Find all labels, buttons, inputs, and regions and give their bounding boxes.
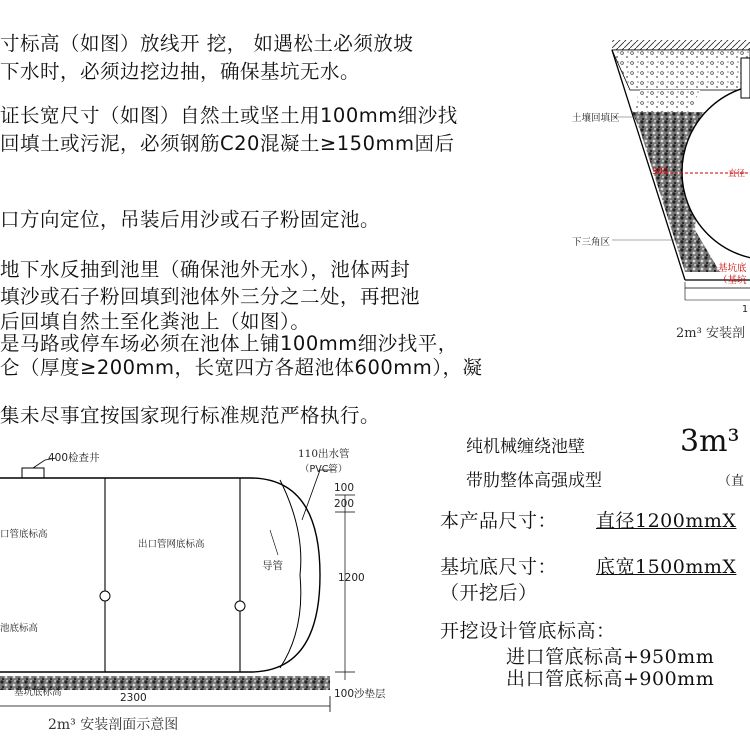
label-pool-bottom: 池底标高 xyxy=(0,623,39,634)
spec-wall: 纯机械缠绕池壁 xyxy=(466,437,585,457)
label-manhole: 400检查井 xyxy=(48,452,100,464)
spec-inlet: 进口管底标高+950mm xyxy=(506,646,715,668)
label-outlet-pipe: 110出水管 xyxy=(298,448,350,460)
instruction-line: 后回填自然土至化粪池上（如图）。 xyxy=(0,310,311,333)
label-outlet-pipe-material: （PVC管） xyxy=(300,464,348,475)
instruction-line: 证长宽尺寸（如图）自然土或坚土用100mm细沙找 xyxy=(0,104,458,127)
label-outlet-bottom: 出口管网底标高 xyxy=(138,539,205,550)
tank-body xyxy=(0,478,320,672)
ground-surface xyxy=(612,40,750,50)
instruction-line: 寸标高（如图）放线开 挖， 如遇松土必须放坡 xyxy=(0,32,414,55)
backfill-soil-zone xyxy=(612,50,750,90)
label-pit-bottom: 基坑底标高 xyxy=(14,687,62,698)
instruction-line: 地下水反抽到池里（确保池外无水），池体两封 xyxy=(0,258,411,281)
side-section-caption: 2m³ 安装剖面示意图 xyxy=(48,717,179,733)
label-diameter: 直径 xyxy=(728,169,746,179)
label-pit-bottom-2: （基坑 xyxy=(718,275,747,286)
spec-ribbed: 带肋整体高强成型 xyxy=(466,471,602,491)
spec-pit-label: 基坑底尺寸： xyxy=(440,556,558,578)
label-triangle: 下三角区 xyxy=(572,237,611,248)
label-inlet-bottom: 口管底标高 xyxy=(0,529,48,540)
spec-size-label: 本产品尺寸： xyxy=(440,510,558,532)
spec-model-paren: （直 xyxy=(718,474,745,489)
spec-size-value: 直径1200mmX xyxy=(596,510,737,532)
spec-design-title: 开挖设计管底标高： xyxy=(440,620,616,642)
label-diameter-value: 300 xyxy=(652,167,669,177)
dim-200: 200 xyxy=(334,498,355,510)
label-guide-pipe: 导管 xyxy=(262,560,283,572)
label-backfill: 土壤回填区 xyxy=(572,113,620,124)
instruction-line: 集未尽事宜按国家现行标准规范严格执行。 xyxy=(0,404,381,427)
spec-outlet: 出口管底标高+900mm xyxy=(506,668,715,690)
instruction-line: 口方向定位，吊装后用沙或石子粉固定池。 xyxy=(0,208,381,231)
dim-100-top: 100 xyxy=(334,482,355,494)
cross-section-caption: 2m³ 安装剖 xyxy=(676,326,745,341)
instruction-line: 仑（厚度≥200mm，长宽四方各超池体600mm），凝 xyxy=(0,356,483,379)
spec-pit-note: （开挖后） xyxy=(440,582,538,604)
spec-model: 3m³ xyxy=(680,424,740,459)
manhole-box xyxy=(22,468,44,478)
dim-length: 2300 xyxy=(120,692,147,704)
spec-pit-value: 底宽1500mmX xyxy=(596,556,737,578)
dim-sand-bed: 100沙垫层 xyxy=(334,688,386,700)
label-pit-bottom: 基坑底 xyxy=(718,263,747,274)
instruction-line: 是马路或停车场必须在池体上铺100mm细沙找平， xyxy=(0,332,458,355)
instruction-line: 回填土或污泥，必须钢筋C20混凝土≥150mm固后 xyxy=(0,132,455,155)
dim-1200: 1200 xyxy=(338,572,365,584)
instruction-line: 填沙或石子粉回填到池体外三分之二处，再把池 xyxy=(0,285,421,308)
instruction-line: 下水时，必须边挖边抽，确保基坑无水。 xyxy=(0,60,361,83)
label-width: 1 xyxy=(742,304,749,315)
